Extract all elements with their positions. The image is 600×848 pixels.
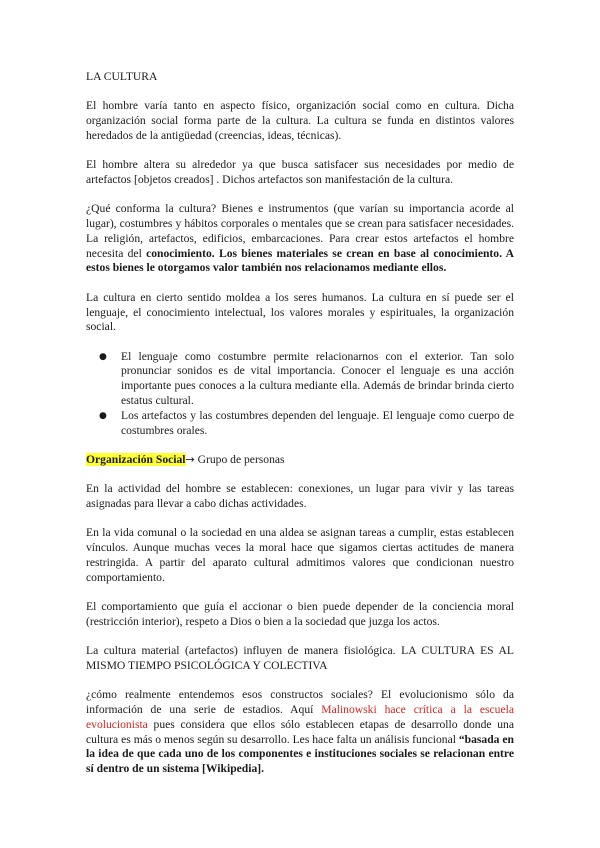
heading-rest: Grupo de personas bbox=[194, 452, 285, 466]
paragraph-4: La cultura en cierto sentido moldea a los seres humanos. La cultura en sí puede ser el lenguaje, el conocimiento intelectual, los valores morales y espirituales, la organización social. bbox=[86, 290, 514, 334]
paragraph-9 bbox=[86, 688, 514, 777]
highlighted-heading: Organización Social bbox=[86, 452, 186, 466]
paragraph-3-text: ¿Qué conforma la cultura? Bienes e instrumentos (que varían su importancia acorde al lugar), costumbres y hábitos corporales o mentales que se crean para satisfacer necesidades. La religión, artefactos, edificios, embarcaciones. Para crear estos artefactos el hombre necesita del bbox=[86, 202, 514, 260]
paragraph-7: El comportamiento que guía el accionar o bien puede depender de la conciencia moral (restricción interior), respeto a Dios o bien a la sociedad que juzga los actos. bbox=[86, 600, 514, 628]
paragraph-9-text-a: ¿cómo realmente entendemos esos constructos sociales? El evolucionismo sólo da información de una serie de estadios. Aquí bbox=[86, 688, 514, 716]
bullet-item: ● El lenguaje como costumbre permite relacionarnos con el exterior. Tan solo pronunciar sonidos es de vital importancia. Conocer el lenguaje es una acción importante pues conoces a la cultura mediante ella. Además de brindar brinda cierto estatus cultural. bbox=[121, 350, 514, 409]
arrow-icon: → bbox=[185, 452, 195, 466]
paragraph-3 bbox=[86, 202, 514, 276]
paragraph-2: El hombre altera su alrededor ya que busca satisfacer sus necesidades por medio de artefactos [objetos creados] . Dichos artefactos son manifestación de la cultura. bbox=[86, 158, 514, 186]
paragraph-8: La cultura material (artefactos) influyen de manera fisiológica. LA CULTURA ES AL MISMO TIEMPO PSICOLÓGICA Y COLECTIVA bbox=[86, 644, 514, 672]
document-title: LA CULTURA bbox=[86, 70, 158, 83]
paragraph-9-text-b: pues considera que ellos sólo establecen etapas de desarrollo donde una cultura es más o menos según su desarrollo. Les hace falta un análisis funcional bbox=[86, 717, 514, 746]
paragraph-1: El hombre varía tanto en aspecto físico, organización social como en cultura. Dicha organización social forma parte de la cultura. La cultura se funda en distintos valores heredados de la antigüedad (creencias, ideas, técnicas). bbox=[86, 99, 514, 142]
section-heading bbox=[86, 453, 514, 468]
paragraph-3-bold: conocimiento. Los bienes materiales se crean en base al conocimiento. A estos bienes le otorgamos valor también nos relacionamos mediante ellos. bbox=[86, 246, 515, 275]
document-body bbox=[86, 70, 514, 791]
paragraph-9-bold: “basada en la idea de que cada uno de los componentes e instituciones sociales se relacionan entre sí dentro de un sistema [Wikipedia]. bbox=[86, 732, 514, 776]
paragraph-6: En la vida comunal o la sociedad en una aldea se asignan tareas a cumplir, estas establecen vínculos. Aunque muchas veces la moral hace que sigamos ciertas actitudes de manera restringida. A partir del aparato cultural admitimos valores que condicionan nuestro comportamiento. bbox=[86, 526, 514, 584]
bullet-list bbox=[86, 350, 514, 439]
bullet-item: ● Los artefactos y las costumbres dependen del lenguaje. El lenguaje como cuerpo de costumbres orales. bbox=[121, 409, 514, 439]
paragraph-9-red-text: Malinowski hace crítica a la escuela evolucionista bbox=[86, 703, 514, 731]
paragraph-5: En la actividad del hombre se establecen: conexiones, un lugar para vivir y las tareas asignadas para llevar a cabo dichas actividades. bbox=[86, 482, 514, 511]
